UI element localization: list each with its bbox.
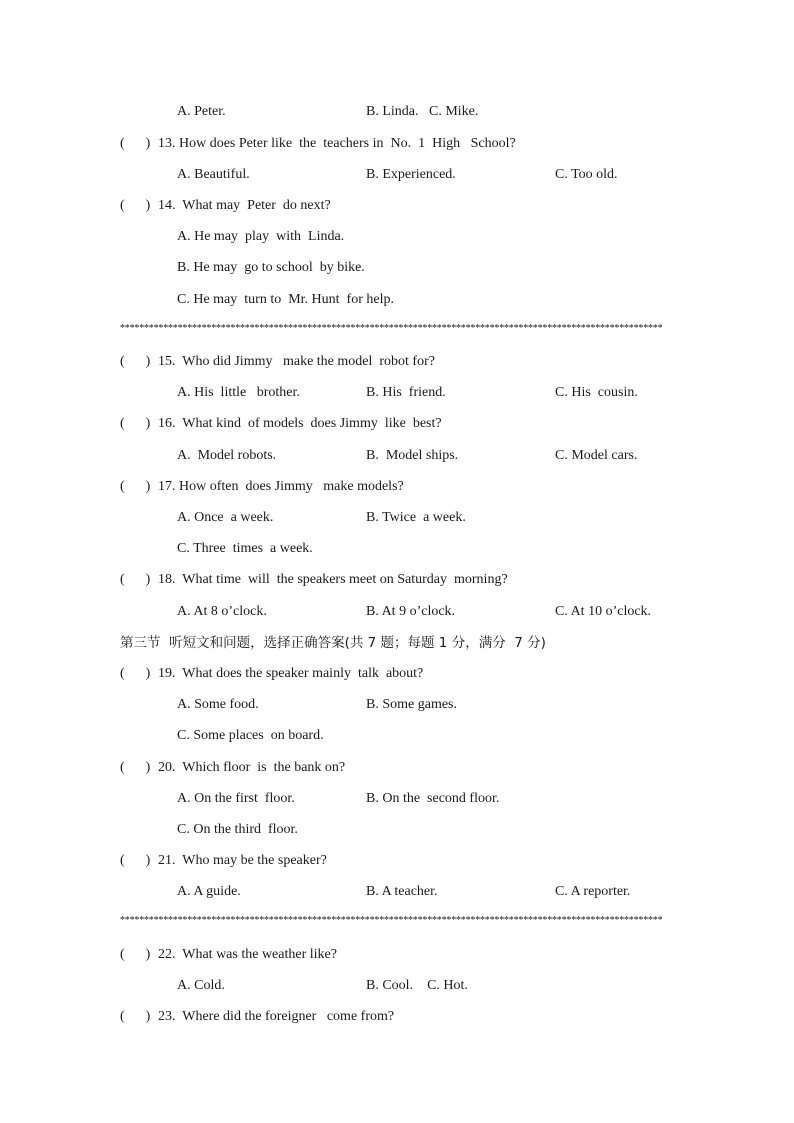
q17-option-b: B. Twice a week. [366, 510, 466, 525]
separator-line: ***************************************************************************************************************** [120, 915, 663, 926]
q15-option-c: C. His cousin. [555, 385, 638, 400]
q15-option-b: B. His friend. [366, 385, 446, 400]
q22-option-bc: B. Cool. C. Hot. [366, 978, 468, 993]
question-13 [120, 135, 516, 153]
q12-option-a: A. Peter. [177, 104, 226, 119]
separator-line: ***************************************************************************************************************** [120, 323, 663, 334]
question-text: 13. How does Peter like the teachers in No. 1 High School? [158, 136, 516, 151]
q16-option-c: C. Model cars. [555, 448, 638, 463]
question-18 [120, 571, 508, 589]
answer-bracket[interactable]: ( ) [120, 853, 151, 868]
answer-bracket[interactable]: ( ) [120, 198, 151, 213]
question-20 [120, 759, 345, 777]
answer-bracket[interactable]: ( ) [120, 354, 151, 369]
q12-option-bc: B. Linda. C. Mike. [366, 104, 479, 119]
question-22 [120, 946, 337, 964]
answer-bracket[interactable]: ( ) [120, 1009, 151, 1024]
q13-option-c: C. Too old. [555, 167, 618, 182]
q14-option-b: B. He may go to school by bike. [177, 260, 365, 275]
q21-option-b: B. A teacher. [366, 884, 438, 899]
q16-option-a: A. Model robots. [177, 448, 277, 463]
question-text: 18. What time will the speakers meet on Saturday morning? [158, 572, 508, 587]
q22-option-a: A. Cold. [177, 978, 225, 993]
q18-option-b: B. At 9 o’clock. [366, 604, 456, 619]
q17-option-a: A. Once a week. [177, 510, 274, 525]
q14-option-c: C. He may turn to Mr. Hunt for help. [177, 292, 394, 307]
question-text: 21. Who may be the speaker? [158, 853, 327, 868]
q13-option-a: A. Beautiful. [177, 167, 250, 182]
answer-bracket[interactable]: ( ) [120, 136, 151, 151]
q19-option-c: C. Some places on board. [177, 728, 324, 743]
answer-bracket[interactable]: ( ) [120, 947, 151, 962]
answer-bracket[interactable]: ( ) [120, 760, 151, 775]
question-17 [120, 478, 404, 496]
q21-option-a: A. A guide. [177, 884, 241, 899]
question-text: 16. What kind of models does Jimmy like best? [158, 416, 442, 431]
q15-option-a: A. His little brother. [177, 385, 300, 400]
q19-option-b: B. Some games. [366, 697, 457, 712]
question-text: 22. What was the weather like? [158, 947, 337, 962]
question-text: 17. How often does Jimmy make models? [158, 479, 404, 494]
q20-option-a: A. On the first floor. [177, 791, 295, 806]
q21-option-c: C. A reporter. [555, 884, 631, 899]
section-3-title: 第三节 听短文和问题，选择正确答案(共 7 题；每题 1 分，满分 7 分) [120, 635, 546, 651]
q20-option-b: B. On the second floor. [366, 791, 500, 806]
question-19 [120, 665, 423, 683]
question-23 [120, 1008, 394, 1026]
question-14 [120, 197, 331, 215]
question-text: 19. What does the speaker mainly talk about? [158, 666, 424, 681]
q14-option-a: A. He may play with Linda. [177, 229, 345, 244]
question-text: 14. What may Peter do next? [158, 198, 331, 213]
question-16 [120, 415, 442, 433]
answer-bracket[interactable]: ( ) [120, 572, 151, 587]
answer-bracket[interactable]: ( ) [120, 666, 151, 681]
question-text: 20. Which floor is the bank on? [158, 760, 346, 775]
question-text: 15. Who did Jimmy make the model robot for? [158, 354, 435, 369]
question-text: 23. Where did the foreigner come from? [158, 1009, 395, 1024]
question-15 [120, 353, 435, 371]
q18-option-a: A. At 8 o’clock. [177, 604, 267, 619]
q17-option-c: C. Three times a week. [177, 541, 313, 556]
q18-option-c: C. At 10 o’clock. [555, 604, 652, 619]
q20-option-c: C. On the third floor. [177, 822, 298, 837]
q19-option-a: A. Some food. [177, 697, 259, 712]
q13-option-b: B. Experienced. [366, 167, 456, 182]
answer-bracket[interactable]: ( ) [120, 479, 151, 494]
answer-bracket[interactable]: ( ) [120, 416, 151, 431]
q16-option-b: B. Model ships. [366, 448, 459, 463]
question-21 [120, 852, 327, 870]
